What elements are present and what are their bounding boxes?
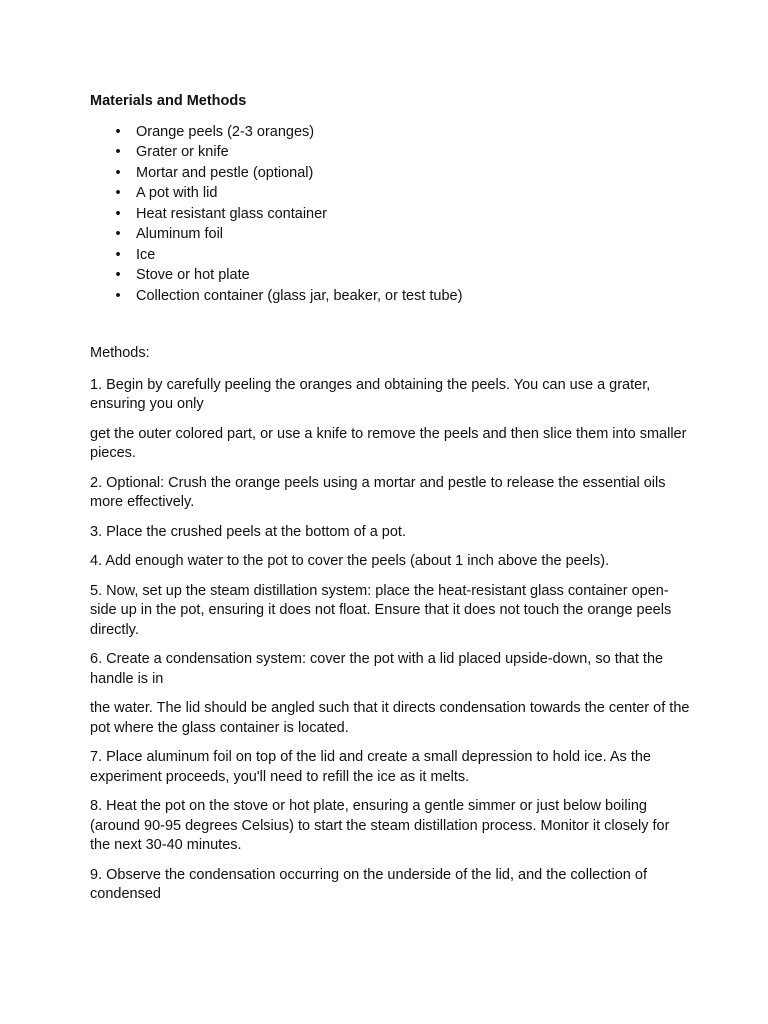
materials-list	[90, 122, 690, 307]
list-item-text: Mortar and pestle (optional)	[136, 164, 314, 181]
bullet-icon: •	[115, 267, 121, 283]
list-item-text: A pot with lid	[136, 185, 218, 201]
bullet-icon: •	[115, 287, 121, 304]
bullet-icon: •	[115, 246, 121, 263]
bullet-icon: •	[115, 144, 121, 160]
list-item	[90, 265, 690, 286]
method-paragraph: 3. Place the crushed peels at the bottom of a pot.	[90, 523, 406, 540]
section-heading: Materials and Methods	[90, 93, 247, 109]
list-item	[90, 286, 690, 307]
bullet-icon: •	[115, 185, 121, 201]
list-item	[90, 183, 690, 204]
method-paragraph: 5. Now, set up the steam distillation system: place the heat-resistant glass container open-side up in the pot, ensuring it does not float. Ensure that it does not touch the orange peels directly.	[90, 582, 672, 638]
list-item-text: Aluminum foil	[136, 226, 224, 242]
bullet-icon: •	[115, 123, 121, 140]
list-item-text: Grater or knife	[136, 144, 229, 160]
list-item	[90, 163, 690, 184]
document-body	[90, 92, 690, 915]
list-item	[90, 204, 690, 225]
list-item-text: Heat resistant glass container	[136, 205, 328, 222]
method-paragraph: 8. Heat the pot on the stove or hot plate, ensuring a gentle simmer or just below boiling (around 90-95 degrees Celsius) to start the steam distillation process. Monitor it closely for the next 30-40 minutes.	[90, 798, 670, 853]
methods-label: Methods:	[90, 345, 150, 361]
list-item-text: Stove or hot plate	[136, 267, 250, 283]
list-item-text: Collection container (glass jar, beaker, or test tube)	[136, 287, 463, 304]
list-item-text: Orange peels (2-3 oranges)	[136, 123, 315, 140]
method-paragraph: 6. Create a condensation system: cover the pot with a lid placed upside-down, so that the handle is in	[90, 651, 664, 687]
list-item	[90, 245, 690, 266]
bullet-icon: •	[115, 226, 121, 242]
list-item	[90, 142, 690, 163]
method-paragraph: the water. The lid should be angled such that it directs condensation towards the center of the pot where the glass container is located.	[90, 700, 690, 736]
list-item	[90, 122, 690, 143]
bullet-icon: •	[115, 205, 121, 222]
method-paragraph: 2. Optional: Crush the orange peels using a mortar and pestle to release the essential oils more effectively.	[90, 474, 666, 510]
list-item	[90, 224, 690, 245]
method-paragraph: 4. Add enough water to the pot to cover the peels (about 1 inch above the peels).	[90, 553, 610, 569]
bullet-icon: •	[115, 164, 121, 181]
list-item-text: Ice	[136, 246, 156, 263]
method-paragraph: 7. Place aluminum foil on top of the lid and create a small depression to hold ice. As the experiment proceeds, you'll need to refill the ice as it melts.	[90, 749, 651, 785]
method-paragraph: get the outer colored part, or use a knife to remove the peels and then slice them into smaller pieces.	[90, 425, 687, 461]
method-paragraph: 1. Begin by carefully peeling the oranges and obtaining the peels. You can use a grater, ensuring you only	[90, 376, 651, 412]
method-paragraph: 9. Observe the condensation occurring on the underside of the lid, and the collection of condensed	[90, 866, 647, 902]
